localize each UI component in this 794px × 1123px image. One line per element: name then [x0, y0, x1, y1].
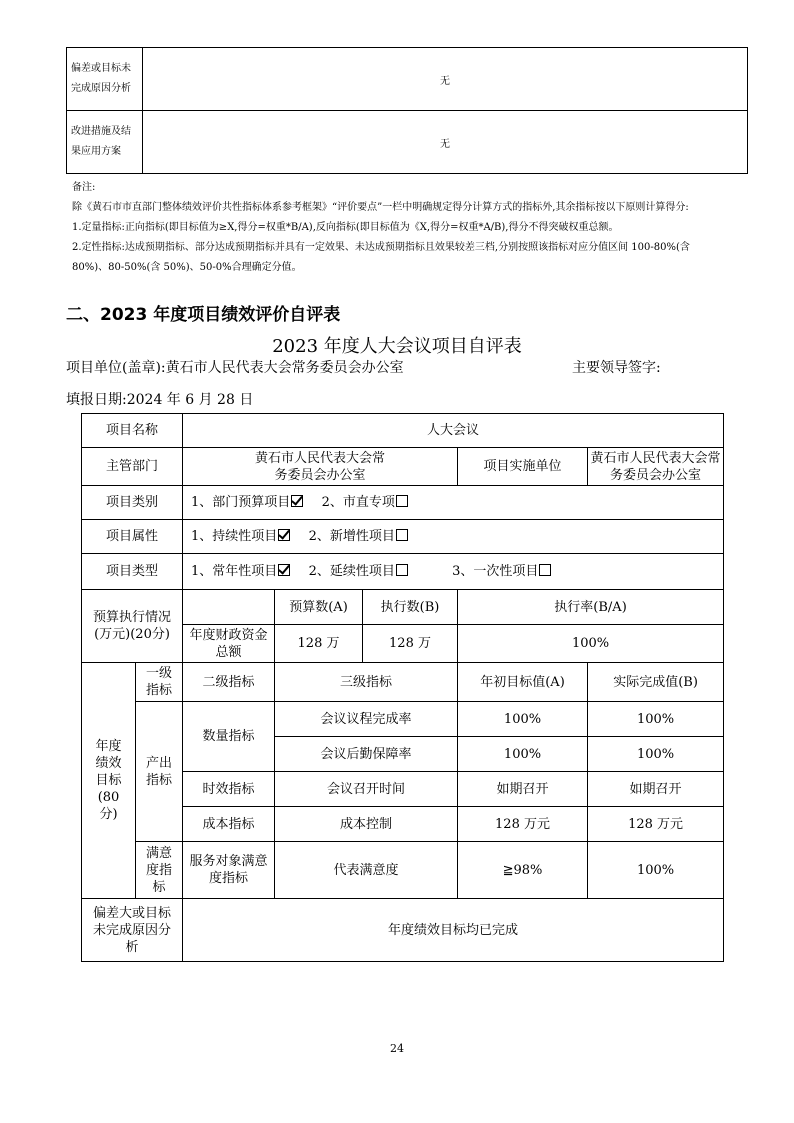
project-name-label: 项目名称 — [82, 414, 183, 448]
indicator-target: 100% — [458, 702, 588, 737]
satisfaction-indicator-label: 满意度指标 — [136, 842, 183, 899]
budget-header-b: 执行数(B) — [363, 590, 458, 625]
empty-box-icon — [539, 564, 551, 576]
fill-date: 填报日期:2024 年 6 月 28 日 — [66, 392, 254, 408]
budget-header-rate: 执行率(B/A) — [458, 590, 724, 625]
deviation-label: 偏差或目标未完成原因分析 — [67, 48, 143, 111]
checked-box-icon — [278, 564, 290, 576]
indicator-actual: 128 万元 — [588, 807, 724, 842]
improvement-label: 改进措施及结果应用方案 — [67, 111, 143, 174]
table-row — [82, 554, 724, 590]
indicator-name: 成本控制 — [275, 807, 458, 842]
budget-label: 预算执行情况(万元)(20分) — [82, 590, 183, 663]
notes — [72, 178, 752, 278]
notes-line: 2.定性指标:达成预期指标、部分达成预期指标并具有一定效果、未达成预期指标且效果较差三档,分别按照该指标对应分值区间 100-80%(含 — [72, 242, 690, 253]
header-level2: 二级指标 — [183, 663, 275, 702]
service-satisfaction-label: 服务对象满意度指标 — [183, 842, 275, 899]
deviation-value: 无 — [143, 48, 748, 111]
notes-line: 除《黄石市市直部门整体绩效评价共性指标体系参考框架》“评价要点”一栏中明确规定得分计算方式的指标外,其余指标按以下原则计算得分: — [72, 202, 689, 213]
dept-label: 主管部门 — [82, 448, 183, 486]
top-table-row — [67, 48, 748, 111]
evaluation-table — [81, 413, 724, 962]
improvement-value: 无 — [143, 111, 748, 174]
table-row — [82, 414, 724, 448]
empty-box-icon — [396, 529, 408, 541]
indicator-name: 会议召开时间 — [275, 772, 458, 807]
project-name-value: 人大会议 — [183, 414, 724, 448]
table-row — [82, 899, 724, 962]
table-row — [82, 702, 724, 737]
time-indicator-label: 时效指标 — [183, 772, 275, 807]
budget-blank — [183, 590, 275, 625]
header-actual: 实际完成值(B) — [588, 663, 724, 702]
empty-box-icon — [396, 564, 408, 576]
indicator-target: ≧98% — [458, 842, 588, 899]
quantity-indicator-label: 数量指标 — [183, 702, 275, 772]
budget-header-a: 预算数(A) — [275, 590, 363, 625]
indicator-name: 会议后勤保障率 — [275, 737, 458, 772]
option-label: 2、市直专项 — [321, 495, 395, 510]
option-label: 2、新增性项目 — [308, 529, 395, 544]
indicator-actual: 100% — [588, 737, 724, 772]
fund-b: 128 万 — [363, 625, 458, 663]
table-row — [82, 520, 724, 554]
section-title: 二、2023 年度项目绩效评价自评表 — [66, 305, 341, 325]
attr-options — [183, 520, 724, 554]
category-label: 项目类别 — [82, 486, 183, 520]
deviation-analysis-value: 年度绩效目标均已完成 — [183, 899, 724, 962]
notes-line: 80%)、80-50%(含 50%)、50-0%合理确定分值。 — [72, 262, 302, 273]
annual-goal-label: 年度绩效目标(80分) — [82, 663, 136, 899]
deviation-analysis-label: 偏差大或目标未完成原因分析 — [82, 899, 183, 962]
table-row — [82, 486, 724, 520]
impl-unit-value: 黄石市人民代表大会常务委员会办公室 — [588, 448, 724, 486]
option-label: 1、常年性项目 — [191, 564, 278, 579]
attr-label: 项目属性 — [82, 520, 183, 554]
top-table — [66, 47, 748, 174]
indicator-name: 代表满意度 — [275, 842, 458, 899]
table-row — [82, 448, 724, 486]
signature-label: 主要领导签字: — [572, 360, 661, 376]
indicator-target: 128 万元 — [458, 807, 588, 842]
indicator-target: 100% — [458, 737, 588, 772]
type-label: 项目类型 — [82, 554, 183, 590]
checked-box-icon — [291, 495, 303, 507]
table-row — [82, 663, 724, 702]
page-number: 24 — [390, 1042, 404, 1055]
dept-value: 黄石市人民代表大会常务委员会办公室 — [183, 448, 458, 486]
cost-indicator-label: 成本指标 — [183, 807, 275, 842]
header-target: 年初目标值(A) — [458, 663, 588, 702]
type-options — [183, 554, 724, 590]
indicator-actual: 100% — [588, 702, 724, 737]
top-table-row — [67, 111, 748, 174]
fund-a: 128 万 — [275, 625, 363, 663]
indicator-target: 如期召开 — [458, 772, 588, 807]
notes-title: 备注: — [72, 182, 96, 193]
header-level1: 一级指标 — [136, 663, 183, 702]
table-row — [82, 590, 724, 625]
table-row — [82, 842, 724, 899]
option-label: 1、部门预算项目 — [191, 495, 291, 510]
indicator-actual: 如期召开 — [588, 772, 724, 807]
output-indicator-label: 产出指标 — [136, 702, 183, 842]
option-label: 3、一次性项目 — [452, 564, 539, 579]
fund-rate: 100% — [458, 625, 724, 663]
header-level3: 三级指标 — [275, 663, 458, 702]
option-label: 2、延续性项目 — [308, 564, 395, 579]
form-title: 2023 年度人大会议项目自评表 — [272, 336, 522, 357]
empty-box-icon — [396, 495, 408, 507]
fund-label: 年度财政资金总额 — [183, 625, 275, 663]
impl-unit-label: 项目实施单位 — [458, 448, 588, 486]
notes-line: 1.定量指标:正向指标(即目标值为≥X,得分=权重*B/A),反向指标(即目标值为《X,得分=权重*A/B),得分不得突破权重总额。 — [72, 222, 619, 233]
checked-box-icon — [278, 529, 290, 541]
option-label: 1、持续性项目 — [191, 529, 278, 544]
indicator-actual: 100% — [588, 842, 724, 899]
indicator-name: 会议议程完成率 — [275, 702, 458, 737]
category-options — [183, 486, 724, 520]
project-unit: 项目单位(盖章):黄石市人民代表大会常务委员会办公室 — [66, 360, 404, 376]
